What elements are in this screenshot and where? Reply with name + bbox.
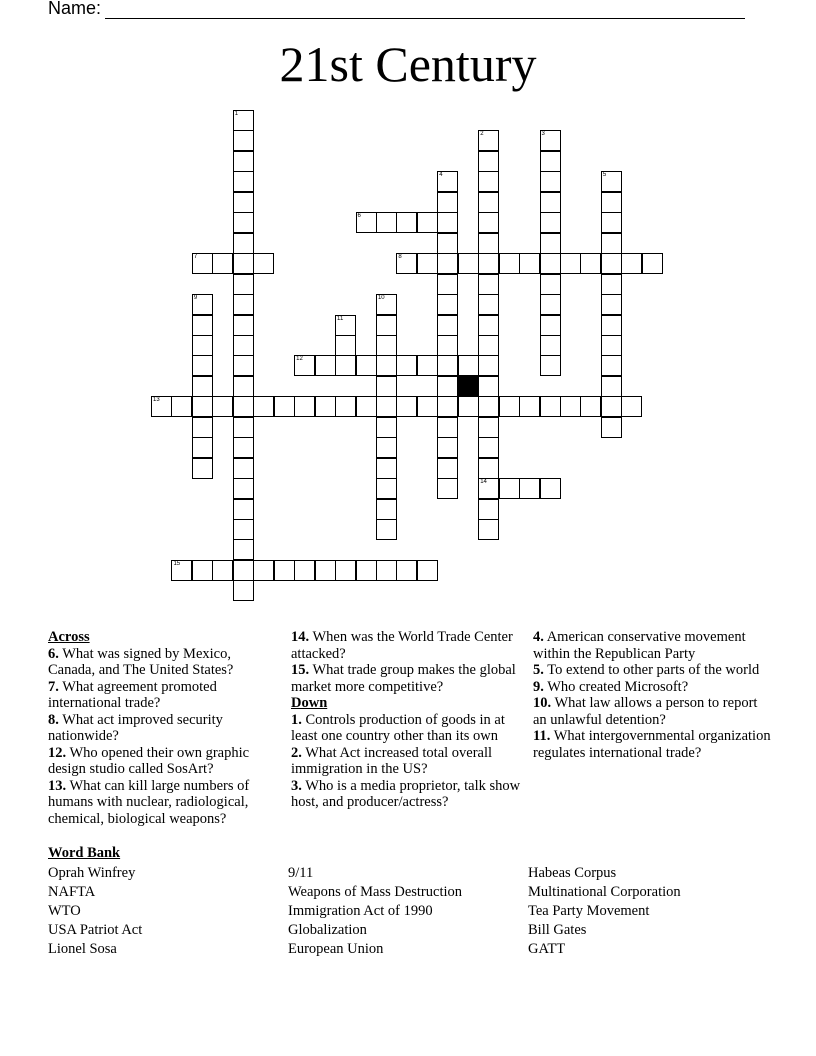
grid-cell[interactable] [171,560,192,581]
grid-cell[interactable] [417,253,438,274]
clue-text: What Act increased total overall immigration in the US? [291,744,493,777]
grid-cell[interactable] [417,355,438,376]
grid-cell[interactable] [437,192,458,213]
grid-cell[interactable] [478,396,499,417]
grid-cell[interactable] [233,396,254,417]
grid-cell[interactable] [294,396,315,417]
grid-cell[interactable] [233,171,254,192]
grid-cell[interactable] [478,376,499,397]
clue-text: American conservative movement within the Republican Party [533,629,746,662]
grid-cell[interactable] [478,212,499,233]
grid-cell[interactable] [335,560,356,581]
clue [291,745,523,778]
clues-column-1 [48,629,280,827]
grid-cell[interactable] [192,294,213,315]
grid-cell[interactable] [396,355,417,376]
grid-cell[interactable] [233,192,254,213]
clue [48,679,280,712]
grid-cell[interactable] [294,355,315,376]
grid-cell[interactable] [601,212,622,233]
grid-cell[interactable] [478,355,499,376]
grid-cell[interactable] [437,233,458,254]
grid-cell[interactable] [437,212,458,233]
grid-cell[interactable] [540,355,561,376]
grid-cell[interactable] [478,171,499,192]
grid-cell[interactable] [192,458,213,479]
word-bank-item: Weapons of Mass Destruction [288,884,463,900]
grid-cell[interactable] [315,396,336,417]
grid-cell[interactable] [601,253,622,274]
clue-number: 8. [48,711,59,728]
grid-cell[interactable] [437,478,458,499]
grid-cell[interactable] [376,437,397,458]
clue-number: 3 [541,131,545,138]
clue-text: To extend to other parts of the world [543,662,760,678]
grid-cell[interactable] [356,396,377,417]
grid-cell[interactable] [478,274,499,295]
grid-cell[interactable] [601,417,622,438]
grid-cell[interactable] [437,417,458,438]
grid-cell[interactable] [233,376,254,397]
grid-cell[interactable] [233,212,254,233]
black-cell [458,376,479,397]
clue-heading: Down [291,695,328,711]
grid-cell[interactable] [478,192,499,213]
grid-cell[interactable] [376,458,397,479]
clue-number: 5. [533,662,544,678]
grid-cell[interactable] [253,396,274,417]
grid-cell[interactable] [458,253,479,274]
grid-cell[interactable] [233,274,254,295]
grid-cell[interactable] [192,376,213,397]
grid-cell[interactable] [396,396,417,417]
grid-cell[interactable] [417,212,438,233]
grid-cell[interactable] [437,253,458,274]
grid-cell[interactable] [376,355,397,376]
grid-cell[interactable] [233,539,254,560]
grid-cell[interactable] [499,396,520,417]
grid-cell[interactable] [335,396,356,417]
grid-cell[interactable] [437,396,458,417]
grid-cell[interactable] [478,294,499,315]
clue-text: Controls production of goods in at least one country other than its own [291,711,505,744]
clue-number: 11 [337,315,344,322]
grid-cell[interactable] [233,458,254,479]
word-bank-item: USA Patriot Act [48,922,143,938]
clue-number: 10 [377,295,385,302]
clue-text: What trade group makes the global market more competitive? [291,662,516,695]
grid-cell[interactable] [601,192,622,213]
clue-text: Who opened their own graphic design studio called SosArt? [48,744,250,777]
clue-number: 9. [533,678,544,695]
grid-cell[interactable] [376,294,397,315]
grid-cell[interactable] [437,315,458,336]
clue-number: 12 [296,356,303,363]
grid-cell[interactable] [376,315,397,336]
grid-cell[interactable] [499,478,520,499]
clue-number: 2 [480,131,484,138]
grid-cell[interactable] [233,130,254,151]
puzzle-title: 21st Century [279,36,537,92]
grid-cell[interactable] [274,560,295,581]
grid-cell[interactable] [233,560,254,581]
grid-cell[interactable] [192,355,213,376]
clue-number: 10. [533,695,552,711]
clue-text: Who is a media proprietor, talk show host, and producer/actress? [291,777,521,810]
grid-cell[interactable] [478,253,499,274]
grid-cell[interactable] [335,315,356,336]
grid-cell[interactable] [437,274,458,295]
word-bank-item: Lionel Sosa [48,941,117,957]
clue-number: 8 [398,254,402,261]
grid-cell[interactable] [601,171,622,192]
clue-number: 1 [234,111,239,117]
word-bank-item: GATT [528,941,566,957]
clues-column-2 [291,629,523,811]
clue-number: 14. [291,629,310,645]
grid-cell[interactable] [192,253,213,274]
word-bank-column-2 [288,864,462,959]
grid-cell[interactable] [315,560,336,581]
grid-cell[interactable] [376,212,397,233]
name-label: Name: [48,0,102,18]
grid-cell[interactable] [478,478,499,499]
grid-cell[interactable] [478,151,499,172]
grid-cell[interactable] [417,560,438,581]
word-bank-item: Multinational Corporation [528,884,681,900]
grid-cell[interactable] [437,376,458,397]
grid-cell[interactable] [233,151,254,172]
grid-cell[interactable] [519,478,540,499]
grid-cell[interactable] [396,253,417,274]
grid-cell[interactable] [356,212,377,233]
word-bank-item: WTO [48,903,81,919]
grid-cell[interactable] [253,253,274,274]
clue [48,778,280,828]
grid-cell[interactable] [212,396,233,417]
clue-heading: Across [48,629,90,645]
clue-number: 15. [291,662,310,678]
clue-number: 14 [480,479,487,486]
grid-cell[interactable] [499,253,520,274]
word-bank-item: 9/11 [288,865,314,881]
grid-cell[interactable] [601,396,622,417]
grid-cell[interactable] [233,294,254,315]
word-bank-item: Bill Gates [528,922,587,938]
grid-cell[interactable] [233,110,254,131]
clue [533,629,773,662]
grid-cell[interactable] [621,253,642,274]
clue [533,662,773,679]
grid-cell[interactable] [417,396,438,417]
grid-cell[interactable] [376,417,397,438]
clue-number: 7 [193,254,198,261]
grid-cell[interactable] [540,212,561,233]
grid-cell[interactable] [540,233,561,254]
grid-cell[interactable] [540,274,561,295]
grid-cell[interactable] [601,274,622,295]
grid-cell[interactable] [580,253,601,274]
grid-cell[interactable] [192,396,213,417]
grid-cell[interactable] [437,355,458,376]
clue-text: What can kill large numbers of humans with nuclear, radiological, chemical, biological weapons? [48,777,250,827]
grid-cell[interactable] [478,519,499,540]
grid-cell[interactable] [540,396,561,417]
grid-cell[interactable] [540,171,561,192]
grid-cell[interactable] [376,335,397,356]
grid-cell[interactable] [233,478,254,499]
grid-cell[interactable] [233,355,254,376]
clue-number: 3. [291,777,302,794]
grid-cell[interactable] [171,396,192,417]
grid-cell[interactable] [601,376,622,397]
grid-cell[interactable] [376,560,397,581]
grid-cell[interactable] [212,253,233,274]
grid-cell[interactable] [642,253,663,274]
clue-number: 4. [533,629,544,645]
clue-text: What agreement promoted international trade? [48,678,217,711]
grid-cell[interactable] [621,396,642,417]
grid-cell[interactable] [376,396,397,417]
clue [533,695,773,728]
clue [48,745,280,778]
grid-cell[interactable] [335,335,356,356]
clue-text: What law allows a person to report an unlawful detention? [533,695,758,728]
grid-cell[interactable] [540,151,561,172]
word-bank-item: NAFTA [48,884,96,900]
grid-cell[interactable] [560,253,581,274]
grid-cell[interactable] [294,560,315,581]
word-bank-column-1 [48,864,142,959]
word-bank-column-3 [528,864,681,959]
grid-cell[interactable] [233,335,254,356]
grid-cell[interactable] [601,294,622,315]
grid-cell[interactable] [233,417,254,438]
grid-cell[interactable] [356,560,377,581]
grid-cell[interactable] [437,294,458,315]
grid-cell[interactable] [560,396,581,417]
word-bank-heading: Word Bank [48,845,121,861]
grid-cell[interactable] [233,233,254,254]
grid-cell[interactable] [212,560,233,581]
clue [291,662,523,695]
clue [291,778,523,811]
clue-number: 5 [602,172,607,179]
grid-cell[interactable] [192,437,213,458]
grid-cell[interactable] [580,396,601,417]
grid-cell[interactable] [253,560,274,581]
word-bank-item: Habeas Corpus [528,865,617,881]
clue-number: 6. [48,645,59,662]
clue-text: What was signed by Mexico, Canada, and The United States? [48,645,234,678]
grid-cell[interactable] [478,499,499,520]
grid-cell[interactable] [540,294,561,315]
grid-cell[interactable] [437,171,458,192]
grid-cell[interactable] [478,130,499,151]
word-bank-item: Tea Party Movement [528,903,650,919]
grid-cell[interactable] [478,417,499,438]
grid-cell[interactable] [396,560,417,581]
clue-number: 9 [193,295,198,302]
clue-number: 7. [48,678,59,695]
word-bank-item: Immigration Act of 1990 [288,903,433,919]
clue-text: What act improved security nationwide? [48,711,223,744]
grid-cell[interactable] [540,335,561,356]
grid-cell[interactable] [376,499,397,520]
grid-cell[interactable] [151,396,172,417]
grid-cell[interactable] [233,580,254,601]
grid-cell[interactable] [478,315,499,336]
grid-cell[interactable] [192,417,213,438]
word-bank-item: Oprah Winfrey [48,865,136,881]
grid-cell[interactable] [478,233,499,254]
clue [533,728,773,761]
clue [533,679,773,696]
grid-cell[interactable] [540,478,561,499]
grid-cell[interactable] [437,335,458,356]
grid-cell[interactable] [315,355,336,376]
clue-number: 12. [48,744,67,761]
clue [48,712,280,745]
grid-cell[interactable] [540,253,561,274]
clue-number: 11. [533,728,551,744]
clue-number: 6 [357,213,361,220]
grid-cell[interactable] [519,253,540,274]
clue-text: Who created Microsoft? [543,678,689,695]
clue [291,629,523,662]
grid-cell[interactable] [233,499,254,520]
clue-number: 13. [48,777,67,794]
grid-cell[interactable] [335,355,356,376]
word-bank-item: European Union [288,941,384,957]
grid-cell[interactable] [192,560,213,581]
clue-number: 15 [173,560,181,567]
grid-cell[interactable] [601,233,622,254]
clue [48,646,280,679]
grid-cell[interactable] [478,458,499,479]
grid-cell[interactable] [233,315,254,336]
grid-cell[interactable] [192,315,213,336]
grid-cell[interactable] [376,376,397,397]
grid-cell[interactable] [376,478,397,499]
grid-cell[interactable] [192,335,213,356]
grid-cell[interactable] [601,355,622,376]
grid-cell[interactable] [396,212,417,233]
grid-cell[interactable] [601,335,622,356]
grid-cell[interactable] [458,355,479,376]
grid-cell[interactable] [601,315,622,336]
clue-text: What intergovernmental organization regulates international trade? [533,728,771,761]
grid-cell[interactable] [437,437,458,458]
grid-cell[interactable] [458,396,479,417]
clues-column-3 [533,629,773,761]
grid-cell[interactable] [478,437,499,458]
grid-cell[interactable] [233,519,254,540]
grid-cell[interactable] [274,396,295,417]
grid-cell[interactable] [437,458,458,479]
clue [291,712,523,745]
clue-number: 4 [439,172,443,179]
grid-cell[interactable] [356,355,377,376]
grid-cell[interactable] [540,130,561,151]
grid-cell[interactable] [540,315,561,336]
grid-cell[interactable] [233,253,254,274]
grid-cell[interactable] [519,396,540,417]
grid-cell[interactable] [540,192,561,213]
word-bank-item: Globalization [288,922,367,938]
clue-number: 13 [153,397,160,404]
grid-cell[interactable] [376,519,397,540]
clue-number: 1. [291,711,302,728]
clue-number: 2. [291,744,302,761]
grid-cell[interactable] [233,437,254,458]
clue-text: When was the World Trade Center attacked? [291,629,513,662]
grid-cell[interactable] [478,335,499,356]
